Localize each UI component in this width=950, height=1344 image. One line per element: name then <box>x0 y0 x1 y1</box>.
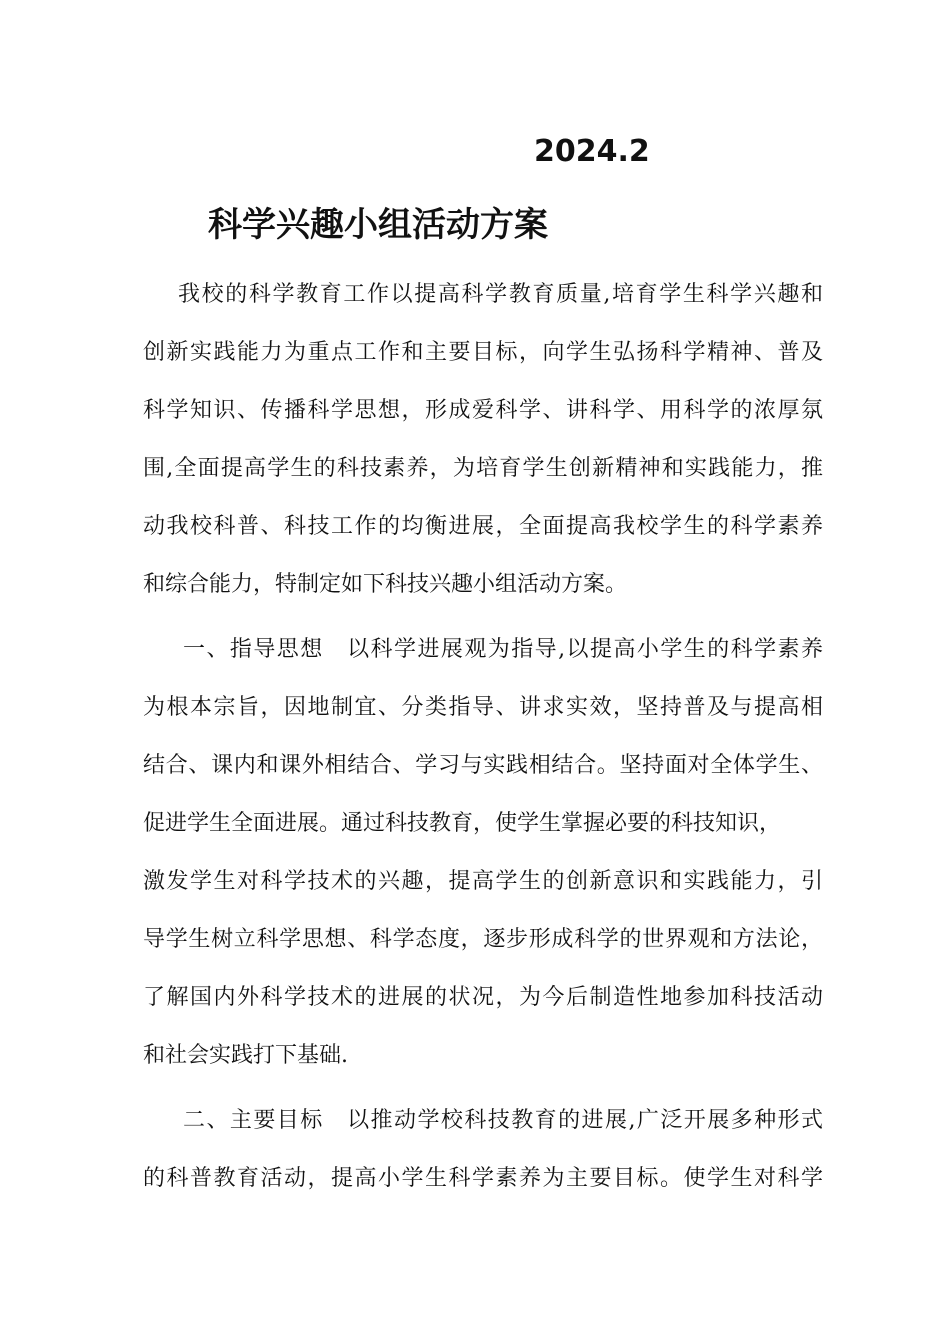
document-date: 2024.2 <box>534 134 650 169</box>
paragraph-main-goals <box>143 1092 823 1208</box>
text-line: 二、主要目标 以推动学校科技教育的进展,广泛开展多种形式 <box>183 1108 823 1133</box>
text-line: 激发学生对科学技术的兴趣，提高学生的创新意识和实践能力，引 <box>143 869 823 894</box>
text-line: 和社会实践打下基础. <box>143 1043 348 1068</box>
paragraph-guiding-ideology <box>143 621 823 1085</box>
text-line: 创新实践能力为重点工作和主要目标，向学生弘扬科学精神、普及 <box>143 340 823 365</box>
text-line: 的科普教育活动，提高小学生科学素养为主要目标。使学生对科学 <box>143 1166 823 1191</box>
text-line: 为根本宗旨，因地制宜、分类指导、讲求实效，坚持普及与提高相 <box>143 695 823 720</box>
document-title: 科学兴趣小组活动方案 <box>208 205 548 245</box>
paragraph-intro <box>143 266 823 614</box>
text-line: 导学生树立科学思想、科学态度，逐步形成科学的世界观和方法论， <box>143 927 823 952</box>
text-line: 一、指导思想 以科学进展观为指导,以提高小学生的科学素养 <box>183 637 823 662</box>
text-line: 和综合能力，特制定如下科技兴趣小组活动方案。 <box>143 572 628 597</box>
text-line: 我校的科学教育工作以提高科学教育质量,培育学生科学兴趣和 <box>178 282 823 307</box>
text-line: 科学知识、传播科学思想，形成爱科学、讲科学、用科学的浓厚氛 <box>143 398 823 423</box>
text-line: 了解国内外科学技术的进展的状况，为今后制造性地参加科技活动 <box>143 985 823 1010</box>
text-line: 围,全面提高学生的科技素养，为培育学生创新精神和实践能力，推 <box>143 456 823 481</box>
text-line: 促进学生全面进展。通过科技教育，使学生掌握必要的科技知识， <box>143 811 782 836</box>
text-line: 动我校科普、科技工作的均衡进展，全面提高我校学生的科学素养 <box>143 514 823 539</box>
text-line: 结合、课内和课外相结合、学习与实践相结合。坚持面对全体学生、 <box>143 753 823 778</box>
